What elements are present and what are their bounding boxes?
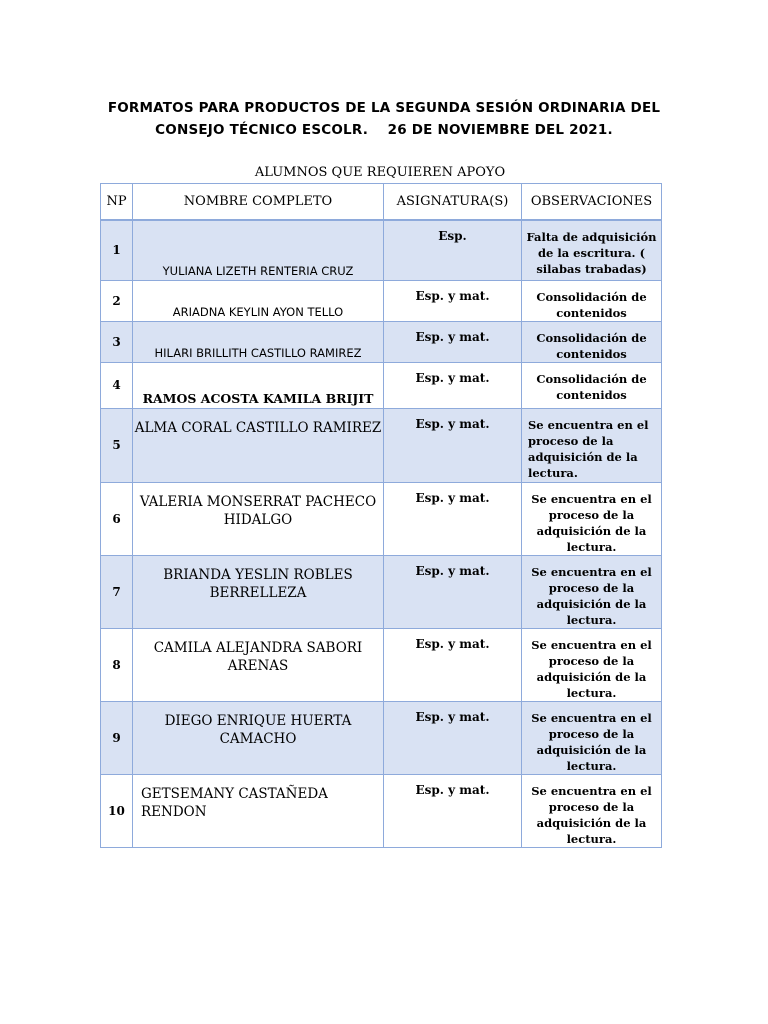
student-name: VALERIA MONSERRAT PACHECO HIDALGO [133,482,384,555]
table-row [101,555,662,628]
header-observations: OBSERVACIONES [522,184,662,221]
observation-cell: Consolidación de contenidos [522,321,662,362]
student-name: YULIANA LIZETH RENTERIA CRUZ [133,220,384,280]
subject-cell: Esp. y mat. [384,774,522,847]
row-number: 9 [101,701,133,774]
student-name: GETSEMANY CASTAÑEDA RENDON [133,774,384,847]
row-number: 5 [101,408,133,482]
table-row [101,628,662,701]
header-np: NP [101,184,133,221]
subject-cell: Esp. [384,220,522,280]
student-name: ALMA CORAL CASTILLO RAMIREZ [133,408,384,482]
student-name: DIEGO ENRIQUE HUERTA CAMACHO [133,701,384,774]
observation-cell: Consolidación de contenidos [522,362,662,408]
observation-cell: Se encuentra en el proceso de la adquisición de la lectura. [522,774,662,847]
observation-cell: Se encuentra en el proceso de la adquisición de la lectura. [522,408,662,482]
table-row [101,482,662,555]
header-subject: ASIGNATURA(S) [384,184,522,221]
observation-cell: Se encuentra en el proceso de la adquisición de la lectura. [522,555,662,628]
row-number: 2 [101,280,133,321]
row-number: 6 [101,482,133,555]
subject-cell: Esp. y mat. [384,628,522,701]
header-name: NOMBRE COMPLETO [133,184,384,221]
row-number: 7 [101,555,133,628]
subject-cell: Esp. y mat. [384,555,522,628]
observation-cell: Se encuentra en el proceso de la adquisición de la lectura. [522,628,662,701]
subject-cell: Esp. y mat. [384,482,522,555]
student-name: CAMILA ALEJANDRA SABORI ARENAS [133,628,384,701]
student-name: ARIADNA KEYLIN AYON TELLO [133,280,384,321]
observation-cell: Falta de adquisición de la escritura. ( silabas trabadas) [522,220,662,280]
subject-cell: Esp. y mat. [384,362,522,408]
subject-cell: Esp. y mat. [384,280,522,321]
observation-cell: Consolidación de contenidos [522,280,662,321]
table-row [101,280,662,321]
row-number: 10 [101,774,133,847]
observation-cell: Se encuentra en el proceso de la adquisición de la lectura. [522,482,662,555]
table-caption: ALUMNOS QUE REQUIEREN APOYO [254,165,506,180]
row-number: 3 [101,321,133,362]
document-title [80,97,688,141]
table-row [101,701,662,774]
student-name: HILARI BRILLITH CASTILLO RAMIREZ [133,321,384,362]
table-header-row [101,184,662,221]
table-row [101,408,662,482]
student-name: BRIANDA YESLIN ROBLES BERRELLEZA [133,555,384,628]
subject-cell: Esp. y mat. [384,321,522,362]
table-row [101,362,662,408]
title-line-2: CONSEJO TÉCNICO ESCOLR. 26 DE NOVIEMBRE DEL 2021. [155,122,613,138]
table-row [101,321,662,362]
row-number: 1 [101,220,133,280]
observation-cell: Se encuentra en el proceso de la adquisición de la lectura. [522,701,662,774]
students-table [100,183,662,848]
student-name: RAMOS ACOSTA KAMILA BRIJIT [133,362,384,408]
table-row [101,774,662,847]
title-line-1: FORMATOS PARA PRODUCTOS DE LA SEGUNDA SESIÓN ORDINARIA DEL [107,100,661,116]
row-number: 4 [101,362,133,408]
table-row [101,220,662,280]
subject-cell: Esp. y mat. [384,408,522,482]
row-number: 8 [101,628,133,701]
subject-cell: Esp. y mat. [384,701,522,774]
